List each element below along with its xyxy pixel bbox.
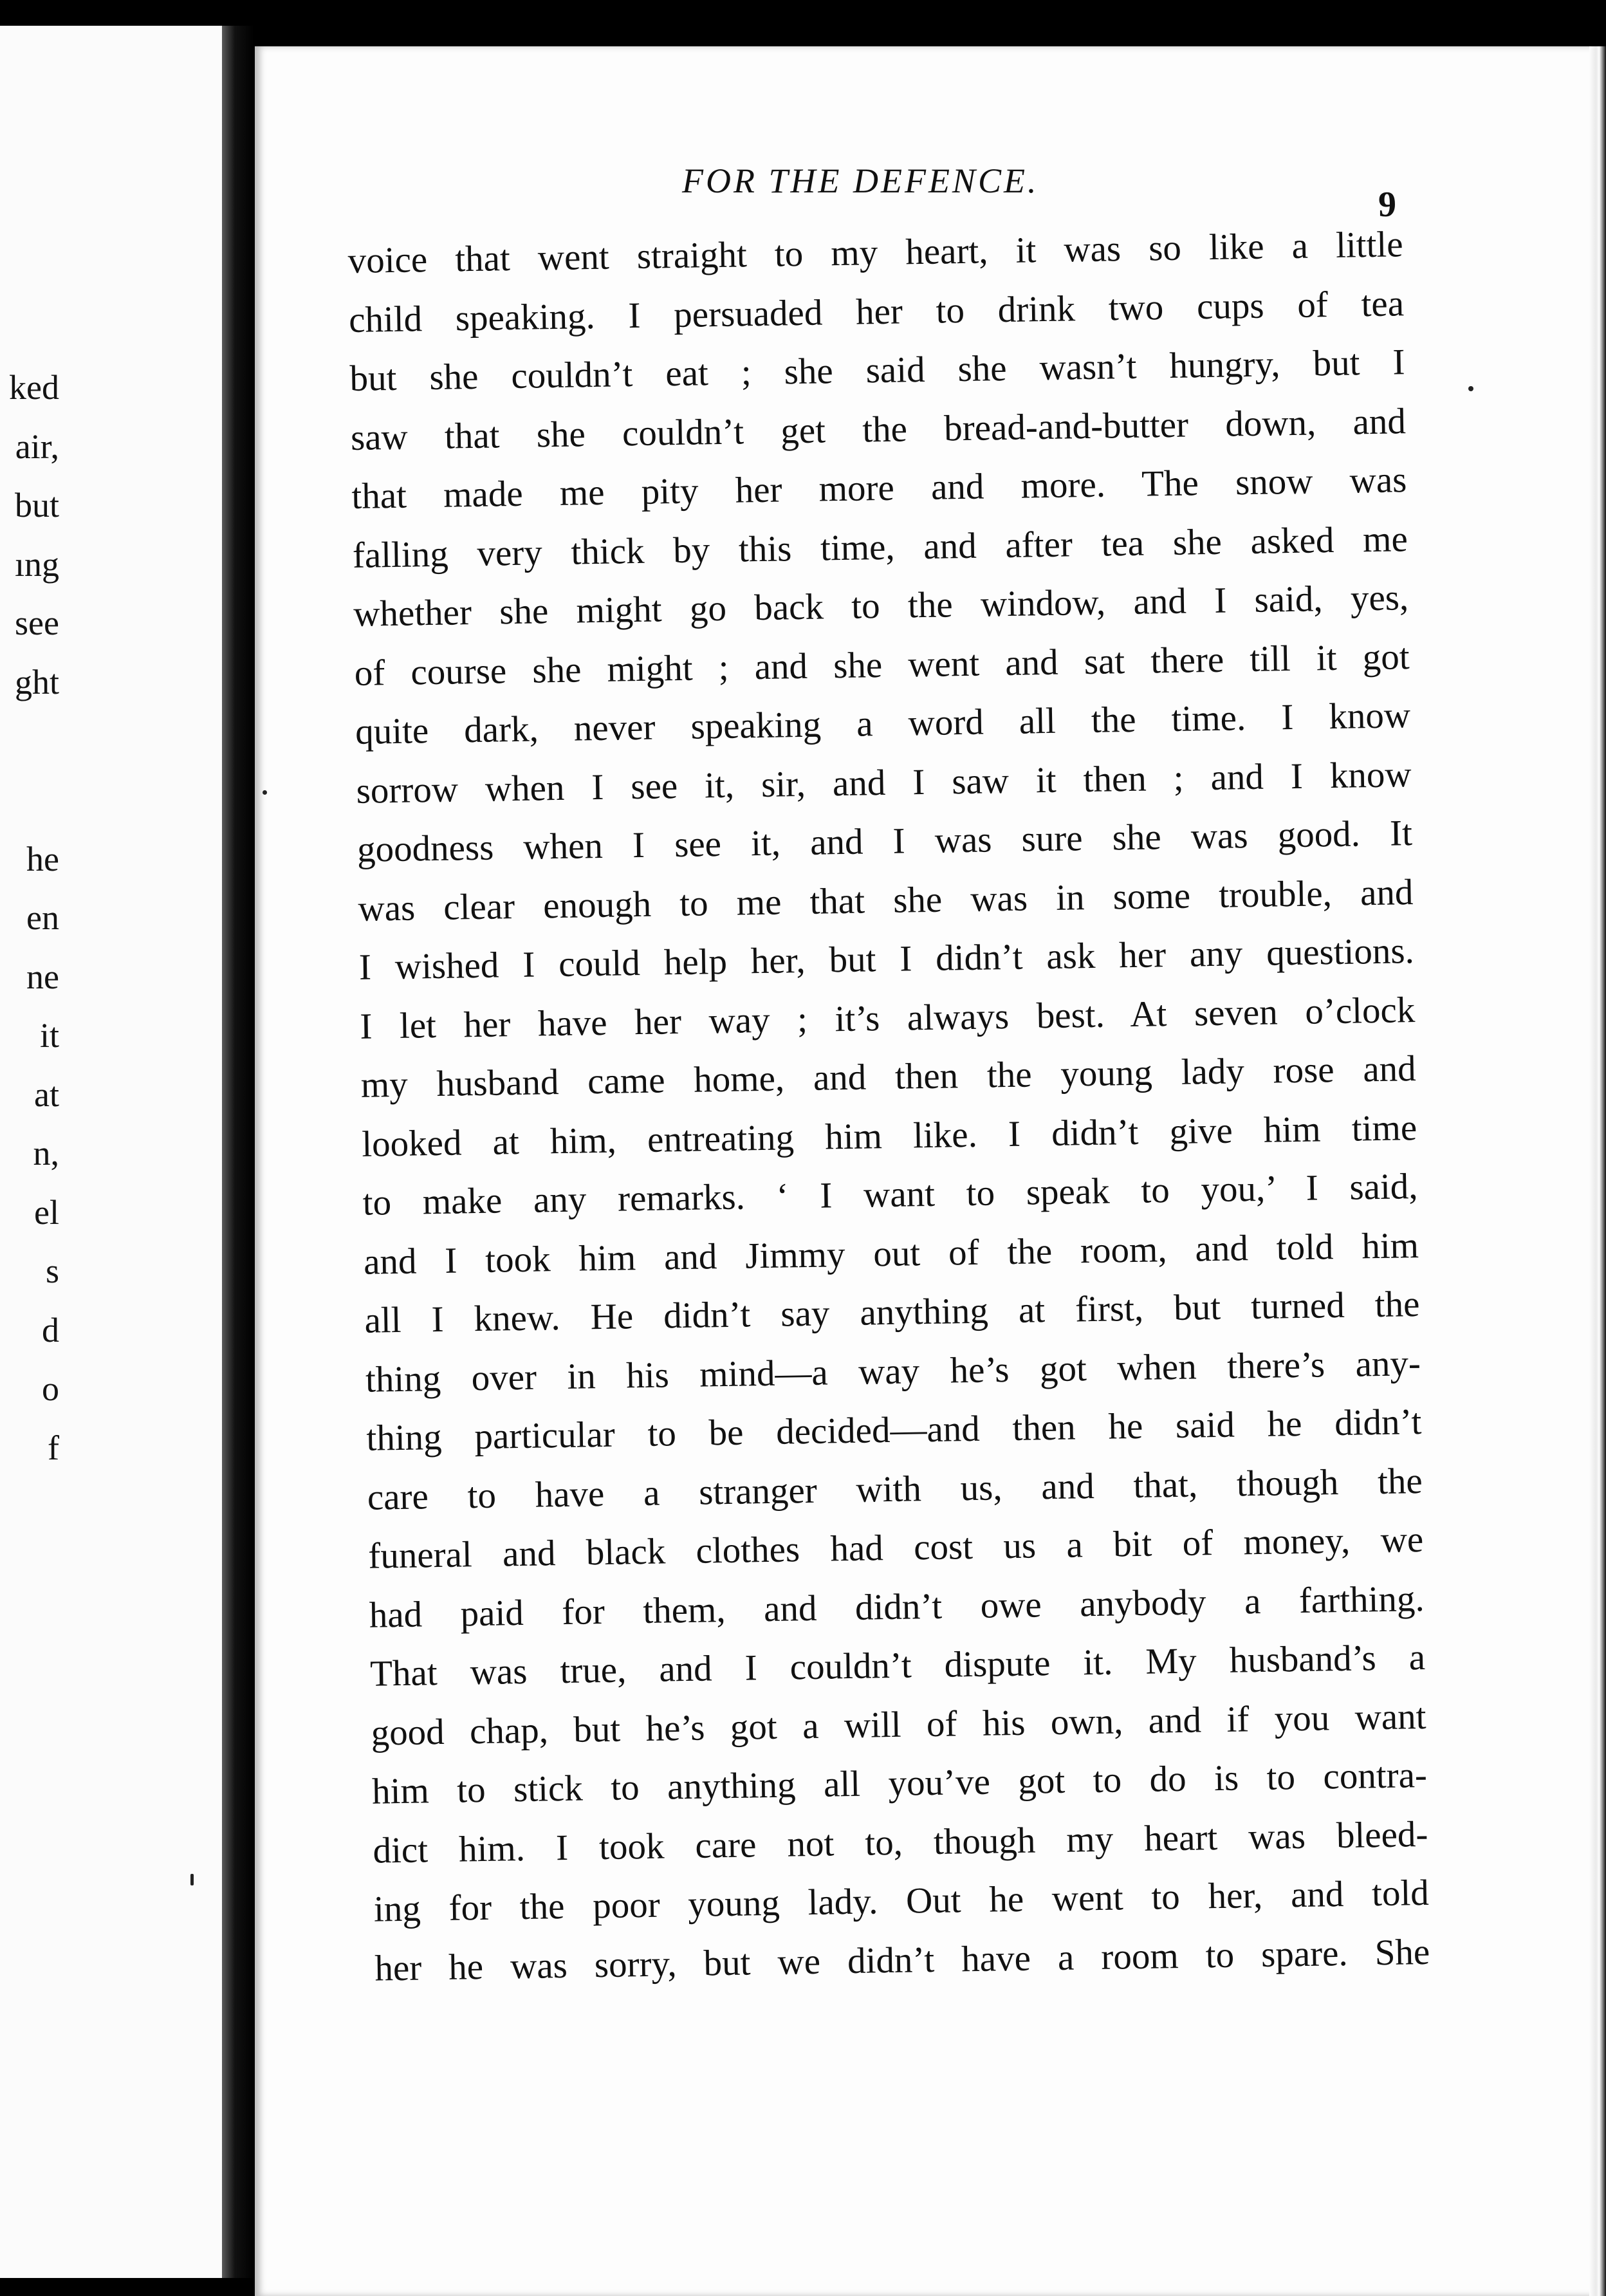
text-line: to make any remarks. ‘ I want to speak to you,’ I said, [362,1166,1419,1223]
text-line: was clear enough to me that she was in some trouble, and [358,871,1414,929]
text-line: saw that she couldn’t get the bread-and-butter down, and [350,400,1407,458]
text-line: ing for the poor young lady. Out he went to her, and told [373,1872,1430,1930]
page-edge [1589,46,1606,2296]
running-head: FOR THE DEFENCE. [682,162,1039,200]
scan-speck [263,790,267,795]
scan-speck [1468,386,1473,391]
text-line: I let her have her way ; it’s always best. At seven o’clock [359,989,1416,1047]
text-line: thing particular to be decided—and then he said he didn’t [365,1402,1422,1459]
facing-page-text-fragment: s [45,1252,59,1290]
text-line: I wished I could help her, but I didn’t ask her any questions. [358,930,1415,988]
facing-page-text-fragment: o [42,1369,59,1408]
facing-page-text-fragment: f [48,1429,59,1467]
facing-page-fragment [0,26,232,2278]
text-line: that made me pity her more and more. The snow was [351,459,1407,517]
text-line: That was true, and I couldn’t dispute it. My husband’s a [369,1636,1426,1694]
facing-page-text-fragment: el [34,1193,59,1232]
text-line: my husband came home, and then the young lady rose and [360,1048,1417,1106]
text-line: care to have a stranger with us, and that, though the [367,1460,1423,1518]
facing-page-text-fragment: he [26,840,59,878]
text-line: funeral and black clothes had cost us a bit of money, we [367,1519,1424,1577]
text-line: whether she might go back to the window, and I said, yes, [353,577,1409,634]
facing-page-text-fragment: it [39,1016,59,1055]
facing-page-text-fragment: air, [15,427,59,466]
text-line: her he was sorry, but we didn’t have a room to spare. She [374,1931,1430,1989]
text-line: child speaking. I persuaded her to drink two cups of tea [348,282,1405,340]
text-line: falling very thick by this time, and after tea she asked me [352,518,1408,576]
facing-page-text-fragment: at [34,1075,59,1114]
text-line: dict him. I took care not to, though my heart was bleed- [373,1813,1428,1871]
text-line: goodness when I see it, and I was sure she was good. It [356,813,1413,870]
facing-page-text-fragment: ne [26,958,59,996]
facing-page-text-fragment: ght [14,663,59,701]
text-line: and I took him and Jimmy out of the room, and told him [363,1225,1419,1282]
text-line: all I knew. He didn’t say anything at first, but turned the [364,1284,1420,1341]
facing-page-text-fragment: ıng [14,545,59,584]
facing-page-text-fragment: see [15,604,59,642]
book-gutter-shadow [222,26,254,2278]
text-line: quite dark, never speaking a word all the time. I know [355,695,1411,752]
facing-page-text-fragment: but [14,486,59,524]
text-line: good chap, but he’s got a will of his own, and if you want [371,1696,1426,1754]
scan-speck [190,1874,194,1885]
text-line: of course she might ; and she went and sat there till it got [354,636,1410,694]
facing-page-text-fragment: en [26,898,59,937]
text-line: had paid for them, and didn’t owe anybody a farthing. [369,1578,1425,1636]
facing-page-text-fragment: n, [33,1134,59,1172]
text-line: but she couldn’t eat ; she said she wasn’t hungry, but I [349,342,1405,399]
text-line: sorrow when I see it, sir, and I saw it then ; and I know [356,754,1412,811]
facing-page-text-fragment: ked [9,368,59,407]
page-number: 9 [1378,185,1396,225]
text-line: voice that went straight to my heart, it was so like a little [347,224,1404,281]
body-text [347,215,1430,1997]
text-line: looked at him, entreating him like. I didn’t give him time [361,1107,1417,1165]
text-line: him to stick to anything all you’ve got to do is to contra- [371,1754,1428,1812]
text-line: thing over in his mind—a way he’s got when there’s any- [365,1342,1421,1400]
facing-page-text-fragment: d [42,1311,59,1349]
